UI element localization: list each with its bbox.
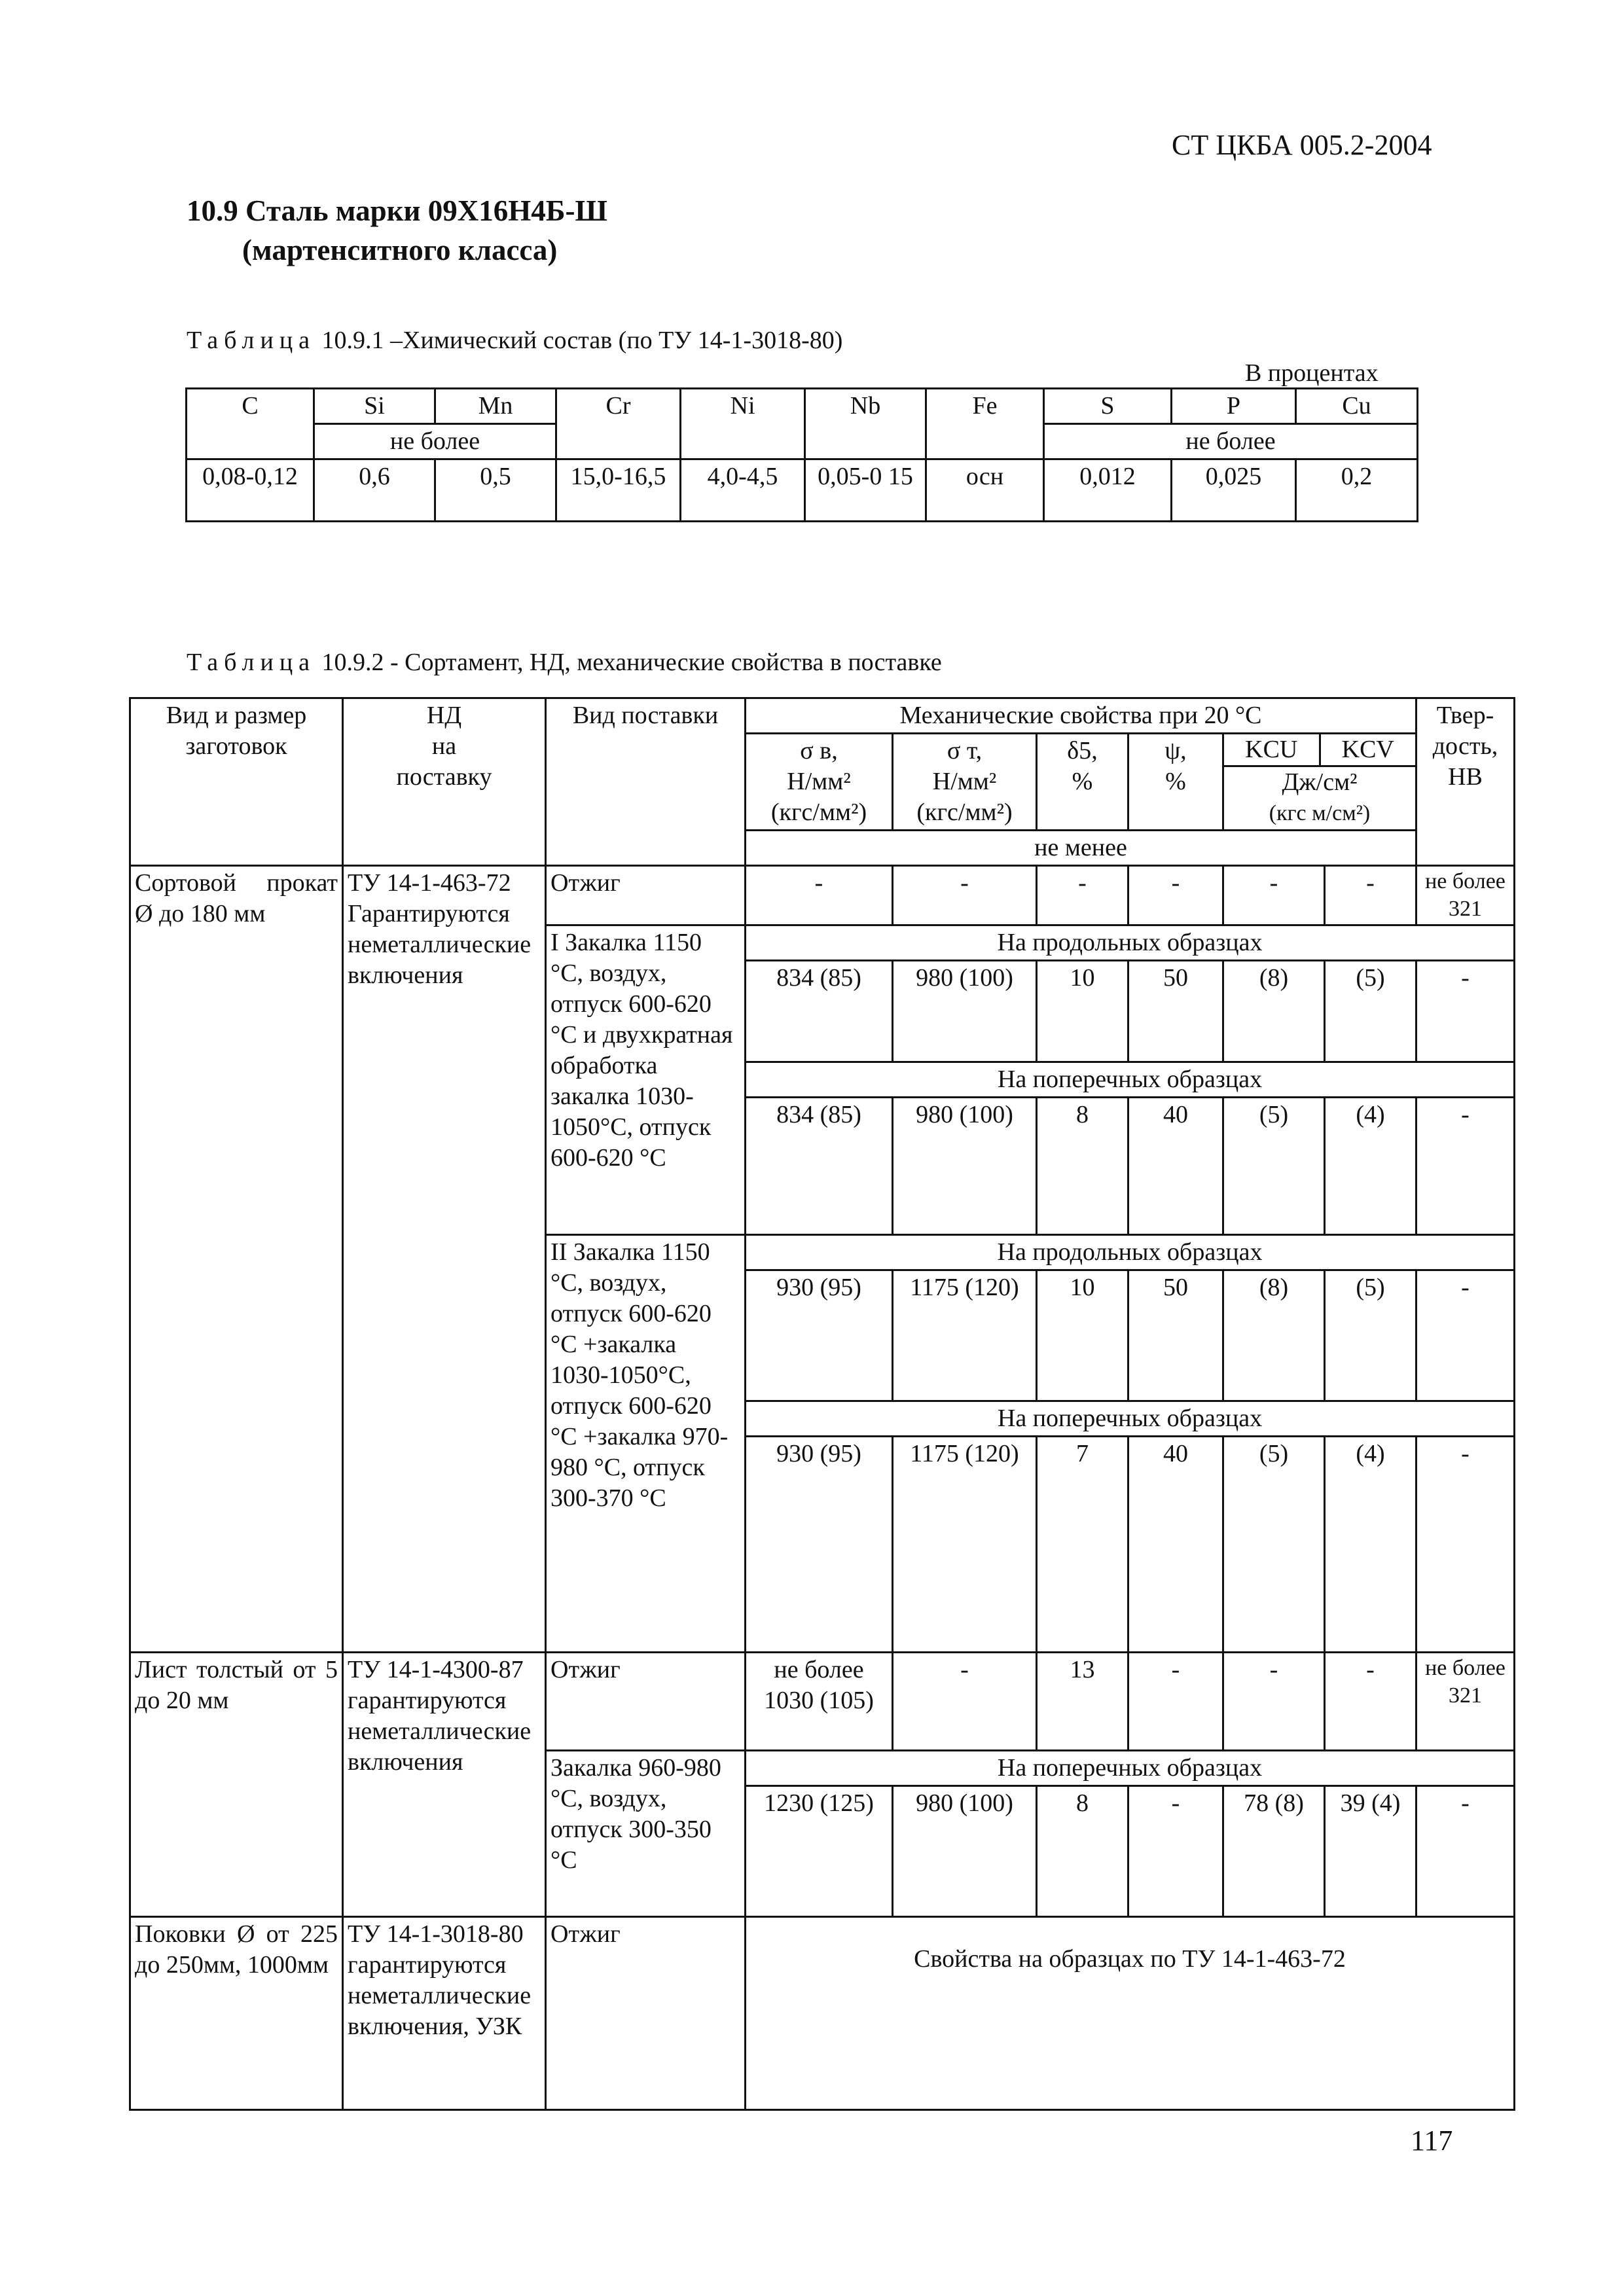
group-type: Лист толстый от 5 до 20 мм <box>130 1653 343 1917</box>
cell: - <box>893 1653 1037 1751</box>
col-c: C <box>187 389 314 459</box>
header-line: Н/мм² <box>787 768 851 795</box>
supply-cell: I Закалка 1150 °С, воздух, отпуск 600-620 °С и двухкратная обработка закалка 1030-1050°С, отпуск 600-620 °С <box>546 925 746 1235</box>
header-kcv: KCV <box>1341 736 1394 763</box>
group-nd: ТУ 14-1-463-72 Гарантируются неметаллические включения <box>343 866 546 1653</box>
caption-word: Таблица <box>187 327 316 354</box>
header-sigma-t <box>893 734 1037 831</box>
cell: (5) <box>1325 1270 1416 1401</box>
col-fe: Fe <box>926 389 1044 459</box>
cell: 1230 (125) <box>746 1786 893 1917</box>
table1-header-row <box>187 389 1418 424</box>
cell: 13 <box>1037 1653 1128 1751</box>
cell: - <box>1416 1270 1515 1401</box>
header-line: % <box>1165 768 1186 795</box>
cell: - <box>1416 961 1515 1062</box>
cell: 8 <box>1037 1098 1128 1235</box>
caption-text: 10.9.1 –Химический состав (по ТУ 14-1-3018-80) <box>316 327 843 354</box>
table-row <box>130 1917 1515 2110</box>
header-nd-line: поставку <box>396 763 492 791</box>
chemical-composition-table <box>185 387 1418 522</box>
cell: 834 (85) <box>746 1098 893 1235</box>
table2-caption <box>187 648 942 677</box>
col-p: P <box>1172 389 1296 424</box>
heading-line-1: 10.9 Сталь марки 09Х16Н4Б-Ш <box>187 194 607 227</box>
cell: - <box>1128 1786 1223 1917</box>
col-si: Si <box>314 389 435 424</box>
cell: 10 <box>1037 1270 1128 1401</box>
header-line: % <box>1072 768 1093 795</box>
cell: не более 1030 (105) <box>746 1653 893 1751</box>
cell: - <box>1416 1437 1515 1653</box>
cell: - <box>1128 866 1223 925</box>
header-line: ψ, <box>1164 737 1187 764</box>
supply-cell: II Закалка 1150 °С, воздух, отпуск 600-620 °С +закалка 1030-1050°С, отпуск 600-620 °С +закалка 970-980 °С, отпуск 300-370 °С <box>546 1235 746 1653</box>
header-line: σ в, <box>800 737 838 764</box>
cell: 834 (85) <box>746 961 893 1062</box>
header-line: (кгс м/см²) <box>1269 801 1371 825</box>
cell: (5) <box>1325 961 1416 1062</box>
header-impact <box>1223 734 1416 831</box>
limit-left: не более <box>314 424 556 459</box>
cell: 980 (100) <box>893 1098 1037 1235</box>
forgings-note: Свойства на образцах по ТУ 14-1-463-72 <box>746 1917 1515 2110</box>
cell: (5) <box>1223 1437 1325 1653</box>
cell: (4) <box>1325 1437 1416 1653</box>
header-mech: Механические свойства при 20 °С <box>746 698 1416 734</box>
label-transverse: На поперечных образцах <box>746 1751 1515 1786</box>
header-nd-line: на <box>431 732 457 760</box>
cell: - <box>1325 866 1416 925</box>
cell: - <box>1037 866 1128 925</box>
col-cr: Cr <box>556 389 681 459</box>
cell: 40 <box>1128 1098 1223 1235</box>
cell: 930 (95) <box>746 1437 893 1653</box>
group-nd: ТУ 14-1-4300-87 гарантируются неметаллические включения <box>343 1653 546 1917</box>
col-nb: Nb <box>805 389 926 459</box>
heading-line-2: (мартенситного класса) <box>242 234 558 266</box>
cell: 39 (4) <box>1325 1786 1416 1917</box>
cell: 1175 (120) <box>893 1437 1037 1653</box>
col-cu: Cu <box>1296 389 1418 424</box>
cell: (5) <box>1223 1098 1325 1235</box>
cell: - <box>1416 1786 1515 1917</box>
caption-word: Таблица <box>187 649 316 676</box>
label-transverse: На поперечных образцах <box>746 1062 1515 1098</box>
cell: 980 (100) <box>893 961 1037 1062</box>
cell: 50 <box>1128 961 1223 1062</box>
page-number: 117 <box>1411 2125 1453 2157</box>
cell: - <box>1325 1653 1416 1751</box>
header-line: (кгс/мм²) <box>770 798 867 826</box>
header-line: (кгс/мм²) <box>916 798 1013 826</box>
value-mn: 0,5 <box>435 459 556 522</box>
cell: (8) <box>1223 961 1325 1062</box>
header-nd <box>343 698 546 866</box>
table1-caption <box>187 326 842 355</box>
value-si: 0,6 <box>314 459 435 522</box>
cell: - <box>746 866 893 925</box>
group-type: Сортовой прокат Ø до 180 мм <box>130 866 343 1653</box>
value-p: 0,025 <box>1172 459 1296 522</box>
supply-cell: Отжиг <box>546 866 746 925</box>
header-nd-line: НД <box>426 702 462 729</box>
header-not-less: не менее <box>746 831 1416 866</box>
col-ni: Ni <box>681 389 805 459</box>
table1-values-row <box>187 459 1418 522</box>
cell: - <box>1223 866 1325 925</box>
header-delta <box>1037 734 1128 831</box>
table1-units: В процентах <box>1245 359 1379 387</box>
label-longitudinal: На продольных образцах <box>746 925 1515 961</box>
cell: (8) <box>1223 1270 1325 1401</box>
cell: 930 (95) <box>746 1270 893 1401</box>
limit-right: не более <box>1044 424 1418 459</box>
cell: 1175 (120) <box>893 1270 1037 1401</box>
value-nb: 0,05-0 15 <box>805 459 926 522</box>
group-type: Поковки Ø от 225 до 250мм, 1000мм <box>130 1917 343 2110</box>
table-row <box>130 1653 1515 1751</box>
supply-cell: Закалка 960-980 °С, воздух, отпуск 300-350 °С <box>546 1751 746 1917</box>
value-s: 0,012 <box>1044 459 1172 522</box>
cell: - <box>1223 1653 1325 1751</box>
supply-cell: Отжиг <box>546 1917 746 2110</box>
value-cu: 0,2 <box>1296 459 1418 522</box>
cell: - <box>1416 1098 1515 1235</box>
cell: 40 <box>1128 1437 1223 1653</box>
cell: не более 321 <box>1416 1653 1515 1751</box>
header-psi <box>1128 734 1223 831</box>
cell: 50 <box>1128 1270 1223 1401</box>
value-cr: 15,0-16,5 <box>556 459 681 522</box>
value-ni: 4,0-4,5 <box>681 459 805 522</box>
header-supply: Вид поставки <box>546 698 746 866</box>
col-mn: Mn <box>435 389 556 424</box>
section-heading <box>187 191 607 270</box>
header-kcu: KCU <box>1224 734 1321 765</box>
header-hardness: Твер-дость, НВ <box>1416 698 1515 866</box>
label-transverse: На поперечных образцах <box>746 1401 1515 1437</box>
header-row-1 <box>130 698 1515 734</box>
header-line: σ т, <box>947 737 983 764</box>
value-fe: осн <box>926 459 1044 522</box>
supply-cell: Отжиг <box>546 1653 746 1751</box>
mechanical-properties-table <box>129 697 1515 2111</box>
cell: (4) <box>1325 1098 1416 1235</box>
cell: - <box>1128 1653 1223 1751</box>
cell: - <box>893 866 1037 925</box>
label-longitudinal: На продольных образцах <box>746 1235 1515 1270</box>
caption-text: 10.9.2 - Сортамент, НД, механические свойства в поставке <box>316 649 942 676</box>
cell: не более 321 <box>1416 866 1515 925</box>
header-line: Н/мм² <box>932 768 997 795</box>
group-nd: ТУ 14-1-3018-80 гарантируются неметаллические включения, УЗК <box>343 1917 546 2110</box>
cell: 10 <box>1037 961 1128 1062</box>
cell: 980 (100) <box>893 1786 1037 1917</box>
cell: 78 (8) <box>1223 1786 1325 1917</box>
cell: 8 <box>1037 1786 1128 1917</box>
document-code: СТ ЦКБА 005.2-2004 <box>1172 129 1432 161</box>
header-type: Вид и размер заготовок <box>130 698 343 866</box>
header-line: Дж/см² <box>1282 768 1358 796</box>
header-sigma-b <box>746 734 893 831</box>
value-c: 0,08-0,12 <box>187 459 314 522</box>
cell: 7 <box>1037 1437 1128 1653</box>
col-s: S <box>1044 389 1172 424</box>
header-line: δ5, <box>1067 737 1098 764</box>
table-row <box>130 866 1515 925</box>
